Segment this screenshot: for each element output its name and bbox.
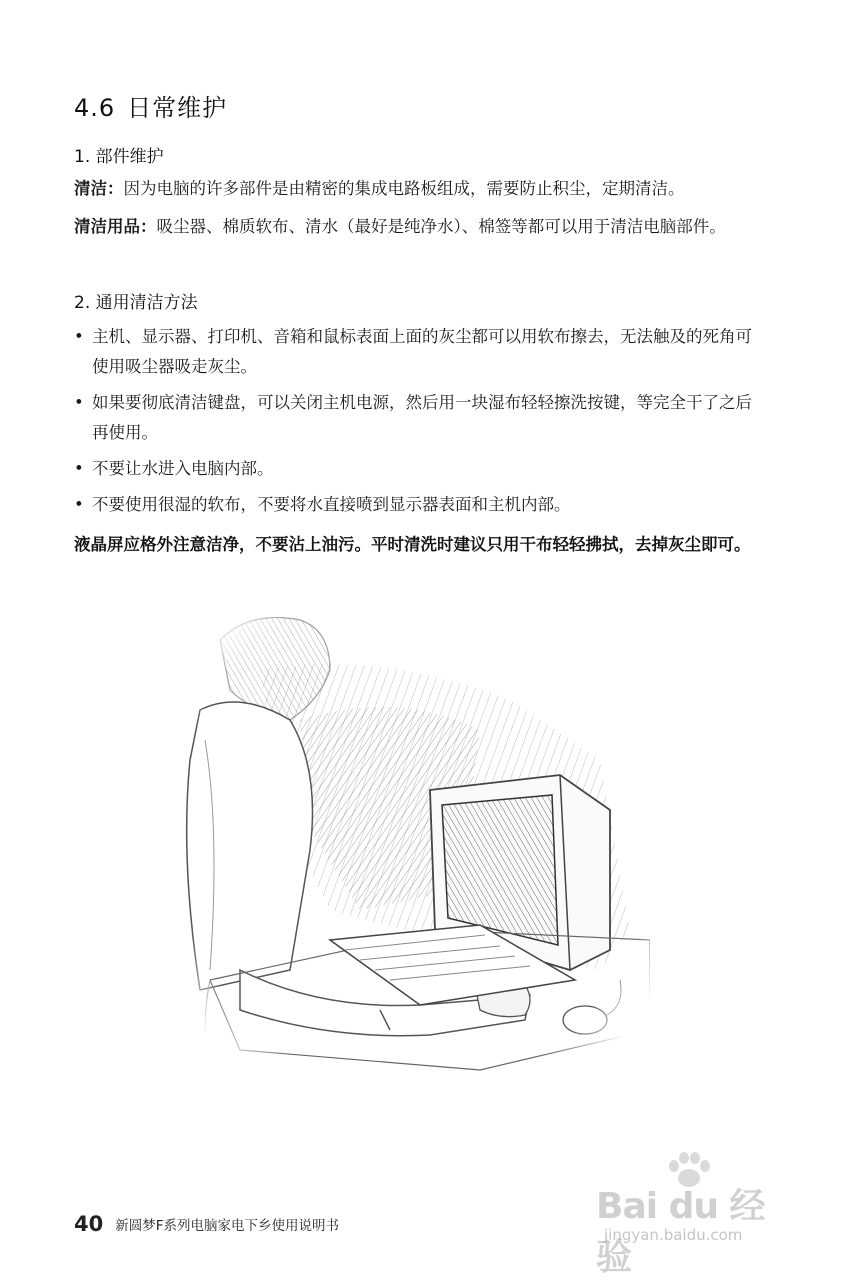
book-title: 新圆梦F系列电脑家电下乡使用说明书 xyxy=(115,1218,339,1234)
bullet-item: • 不要使用很湿的软布，不要将水直接喷到显示器表面和主机内部。 xyxy=(74,490,764,520)
bullet-dot-icon: • xyxy=(74,495,84,514)
section-title-text: 日常维护 xyxy=(127,94,228,122)
page-footer xyxy=(74,1212,339,1236)
supplies-term: 清洁用品： xyxy=(74,217,157,236)
bullet-item: • 如果要彻底清洁键盘，可以关闭主机电源，然后用一块湿布轻轻擦洗按键，等完全干了之后再使用。 xyxy=(74,388,764,448)
watermark-logo-text: Bai du 经验 xyxy=(596,1186,765,1278)
supplies-text: 吸尘器、棉质软布、清水（最好是纯净水）、棉签等都可以用于清洁电脑部件。 xyxy=(156,217,726,236)
bullet-dot-icon: • xyxy=(74,393,84,412)
clean-term: 清洁： xyxy=(74,179,124,198)
computer-user-illustration xyxy=(180,610,650,1110)
page-number: 40 xyxy=(74,1212,104,1236)
clean-paragraph xyxy=(74,174,754,204)
bullet-item: • 不要让水进入电脑内部。 xyxy=(74,454,764,484)
watermark-url: jingyan.baidu.com xyxy=(604,1226,743,1244)
bullet-item: • 主机、显示器、打印机、音箱和鼠标表面上面的灰尘都可以用软布擦去，无法触及的死角可使用吸尘器吸走灰尘。 xyxy=(74,322,764,382)
section-number: 4.6 xyxy=(74,94,116,122)
section-title xyxy=(74,88,227,123)
lcd-care-note: 液晶屏应格外注意洁净，不要沾上油污。平时清洗时建议只用干布轻轻拂拭，去掉灰尘即可。 xyxy=(74,535,751,554)
bullet-dot-icon: • xyxy=(74,327,84,346)
baidu-watermark xyxy=(596,1150,796,1278)
part1-heading: 1. 部件维护 xyxy=(74,147,164,167)
bullet-dot-icon: • xyxy=(74,459,84,478)
clean-text: 因为电脑的许多部件是由精密的集成电路板组成，需要防止积尘，定期清洁。 xyxy=(123,179,685,198)
supplies-paragraph xyxy=(74,212,754,242)
part2-heading: 2. 通用清洁方法 xyxy=(74,293,198,313)
cleaning-bullet-list xyxy=(74,322,764,526)
